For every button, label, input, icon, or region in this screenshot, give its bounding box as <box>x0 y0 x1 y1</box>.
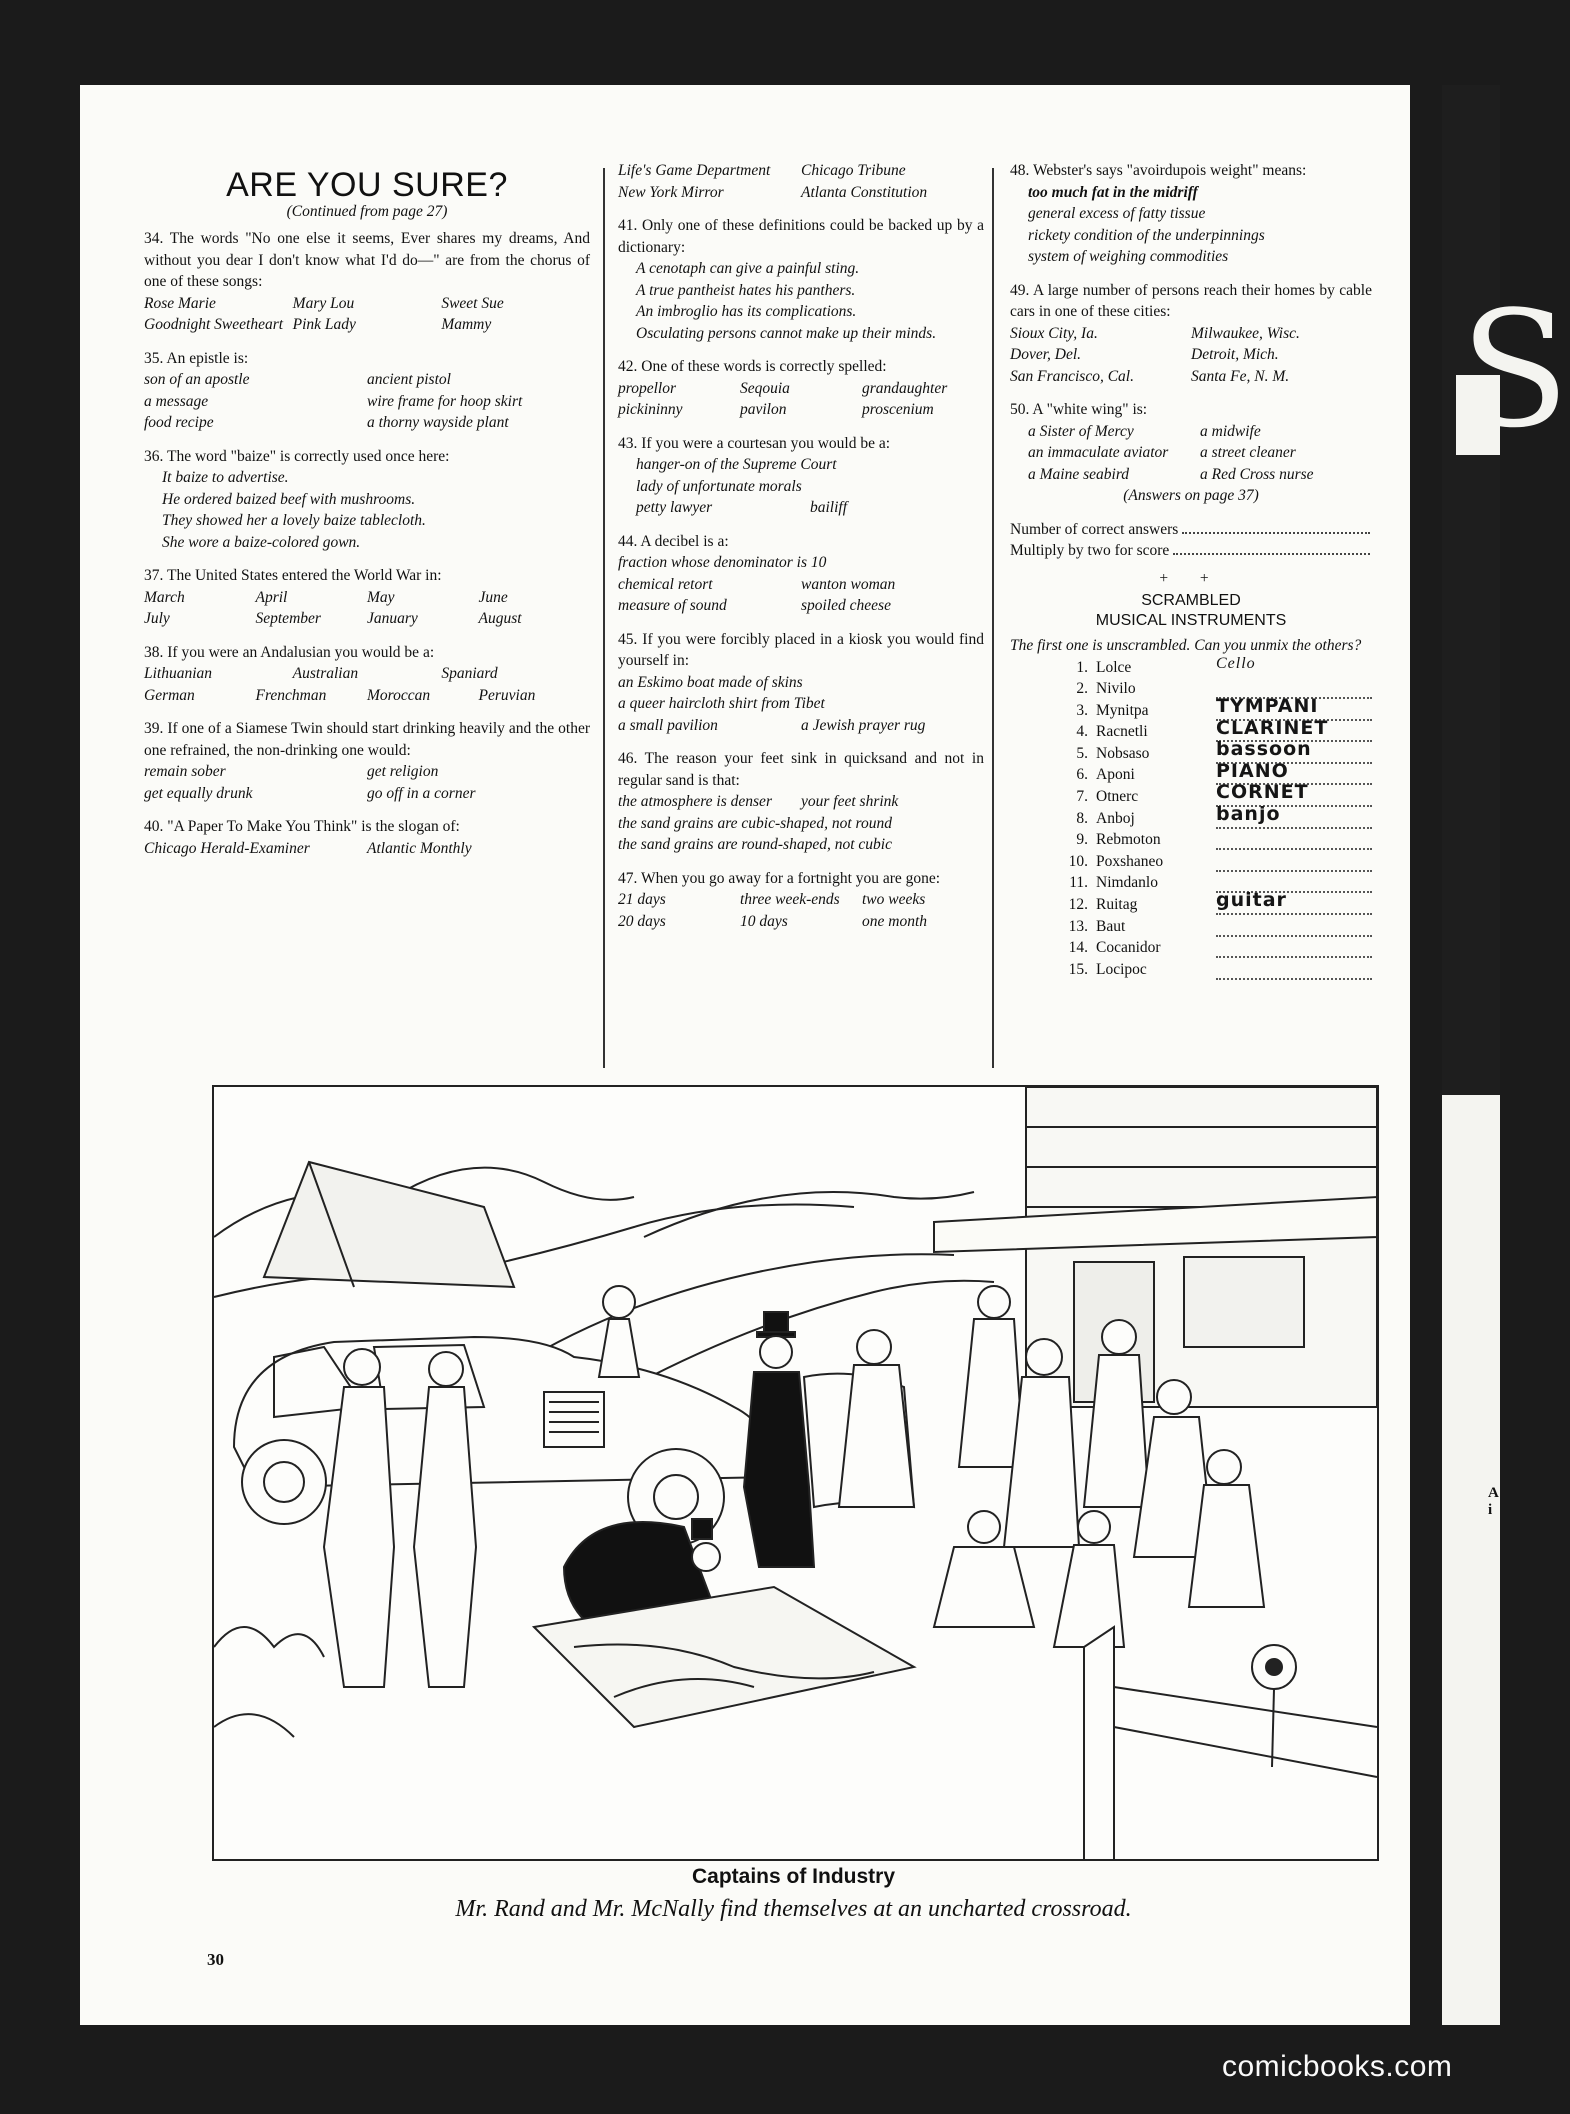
option: Frenchman <box>255 686 327 704</box>
scrambled-word: Aponi <box>1096 766 1135 784</box>
option: A true pantheist hates his panthers. <box>636 281 856 299</box>
option: wire frame for hoop skirt <box>367 392 523 410</box>
option: Atlantic Monthly <box>367 839 472 857</box>
scrambled-word: Otnerc <box>1096 788 1139 806</box>
scrambled-item-number: 11. <box>1069 874 1088 892</box>
option: a queer haircloth shirt from Tibet <box>618 695 825 712</box>
question-prompt: 45. If you were forcibly placed in a kiosk you would find yourself in: <box>618 630 984 669</box>
option: June <box>478 588 508 606</box>
option: food recipe <box>144 414 214 431</box>
option: 10 days <box>740 912 788 930</box>
scrambled-answer-text: Cello <box>1216 654 1256 672</box>
question-45 <box>618 629 984 737</box>
scrambled-answer-field[interactable] <box>1216 889 1372 915</box>
scrambled-item-number: 1. <box>1076 658 1088 676</box>
option: a street cleaner <box>1200 444 1296 461</box>
option: May <box>367 588 395 606</box>
option: Mary Lou <box>292 294 355 312</box>
scrambled-item-number: 12. <box>1068 896 1088 914</box>
option: Australian <box>292 665 359 682</box>
question-prompt: 44. A decibel is a: <box>618 532 729 550</box>
column-2 <box>618 160 984 944</box>
column-rule-right <box>992 168 994 1068</box>
scrambled-answer-field[interactable] <box>1216 654 1372 676</box>
option: Atlanta Constitution <box>801 183 928 201</box>
quiz-title: ARE YOU SURE? <box>226 166 508 204</box>
question-options <box>144 587 590 630</box>
adjacent-page-text-snippet <box>1488 1485 1499 1519</box>
question-options-row <box>618 574 984 617</box>
option: an Eskimo boat made of skins <box>618 673 803 691</box>
question-options <box>618 791 984 856</box>
option: March <box>144 588 185 606</box>
adjacent-page-dark-block <box>1442 85 1500 1095</box>
question-prompt: 46. The reason your feet sink in quicksand and not in regular sand is that: <box>618 750 984 789</box>
question-38 <box>144 642 590 707</box>
option: Life's Game Department <box>618 162 771 179</box>
scrambled-item-number: 3. <box>1076 701 1088 719</box>
question-prompt: 49. A large number of persons reach their homes by cable cars in one of these cities: <box>1010 281 1372 320</box>
option: Rose Marie <box>144 294 216 312</box>
scrambled-word: Nobsaso <box>1096 744 1150 762</box>
option: She wore a baize-colored gown. <box>162 533 361 551</box>
option: Dover, Del. <box>1010 346 1082 363</box>
option: your feet shrink <box>801 793 899 810</box>
option: hanger-on of the Supreme Court <box>636 456 837 473</box>
option: go off in a corner <box>367 784 476 802</box>
question-options <box>618 672 984 737</box>
question-prompt: 40. "A Paper To Make You Think" is the slogan of: <box>144 818 460 835</box>
question-options <box>144 293 590 336</box>
column-1 <box>144 166 590 871</box>
column-rule-left <box>603 168 605 1068</box>
option: son of an apostle <box>144 371 250 388</box>
question-50 <box>1010 399 1372 507</box>
option: remain sober <box>144 763 226 780</box>
score-line <box>1010 540 1372 562</box>
scrambled-answer-field[interactable] <box>1216 831 1372 850</box>
score-blank <box>1173 553 1370 555</box>
option: propellor <box>618 379 676 397</box>
option: January <box>367 610 418 627</box>
option: April <box>255 588 288 606</box>
question-34 <box>144 228 590 336</box>
option: September <box>255 610 321 627</box>
option: a Red Cross nurse <box>1200 465 1314 483</box>
option: system of weighing commodities <box>1028 248 1229 265</box>
option: a Maine seabird <box>1028 465 1130 483</box>
option: They showed her a lovely baize tablecloth. <box>162 512 426 529</box>
scrambled-answer-field[interactable] <box>1216 853 1372 872</box>
scrambled-word: Nimdanlo <box>1096 874 1158 892</box>
cartoon-caption: Mr. Rand and Mr. McNally find themselves at an uncharted crossroad. <box>455 1896 1132 1922</box>
question-options <box>144 761 590 804</box>
correct-answers-line <box>1010 519 1372 541</box>
scrambled-list <box>1010 654 1372 981</box>
correct-answers-blank <box>1182 532 1370 534</box>
question-44 <box>618 531 984 617</box>
option: Osculating persons cannot make up their minds. <box>636 324 937 342</box>
option: the sand grains are cubic-shaped, not round <box>618 814 892 832</box>
scrambled-word: Cocanidor <box>1096 939 1161 957</box>
option: Spaniard <box>441 665 498 682</box>
scrambled-item-number: 6. <box>1076 766 1088 784</box>
question-40-continued <box>618 160 984 203</box>
question-47 <box>618 868 984 933</box>
option: the sand grains are round-shaped, not cubic <box>618 836 892 853</box>
option: get religion <box>367 763 439 780</box>
scrambled-item-number: 7. <box>1076 788 1088 806</box>
question-options <box>618 258 984 344</box>
question-options-row <box>618 715 984 737</box>
option: Pink Lady <box>292 316 356 333</box>
option: August <box>478 610 522 627</box>
option: bailiff <box>810 499 848 516</box>
question-options <box>618 889 984 932</box>
question-prompt: 35. An epistle is: <box>144 349 249 367</box>
scrambled-item-number: 8. <box>1076 809 1088 827</box>
scrambled-item-number: 14. <box>1068 939 1088 957</box>
adjacent-page-big-letter: S <box>1460 276 1570 463</box>
scrambled-item-number: 15. <box>1068 960 1088 978</box>
option: Goodnight Sweetheart <box>144 316 284 333</box>
scrambled-answer-text: guitar <box>1216 889 1287 912</box>
option: July <box>144 610 170 627</box>
question-prompt: 36. The word "baize" is correctly used once here: <box>144 447 450 465</box>
scrambled-item-number: 9. <box>1076 831 1088 849</box>
scrambled-word: Poxshaneo <box>1096 852 1164 870</box>
option: New York Mirror <box>618 183 724 201</box>
option: Lithuanian <box>144 665 213 682</box>
cartoon-illustration <box>212 1085 1379 1861</box>
option: Sweet Sue <box>441 294 504 312</box>
option: He ordered baized beef with mushrooms. <box>162 490 416 508</box>
option: pavilon <box>740 401 787 418</box>
correct-answers-label: Number of correct answers <box>1010 520 1179 538</box>
scrambled-word: Baut <box>1096 917 1126 935</box>
question-prompt: 37. The United States entered the World War in: <box>144 567 442 584</box>
question-options-row <box>636 497 984 519</box>
option: a thorny wayside plant <box>367 414 509 431</box>
scrambled-item-number: 10. <box>1068 852 1088 870</box>
question-prompt: 47. When you go away for a fortnight you are gone: <box>618 869 941 887</box>
option: Detroit, Mich. <box>1191 346 1279 363</box>
scrambled-item-number: 5. <box>1076 744 1088 762</box>
adjacent-page-edge <box>1442 85 1570 2025</box>
option: a Jewish prayer rug <box>801 716 926 734</box>
option: wanton woman <box>801 575 896 593</box>
question-options-row <box>618 791 984 813</box>
question-48 <box>1010 160 1372 268</box>
scrambled-intro: The first one is unscrambled. Can you unmix the others? <box>1010 637 1362 654</box>
scrambled-answer-text: CORNET <box>1216 781 1309 804</box>
option: Peruvian <box>478 686 536 704</box>
scrambled-answer-text: PIANO <box>1216 759 1289 782</box>
question-39 <box>144 718 590 804</box>
cartoon-title: Captains of Industry <box>691 1865 896 1888</box>
scrambled-word: Rebmoton <box>1096 831 1161 849</box>
option: the atmosphere is denser <box>618 793 772 810</box>
question-41 <box>618 215 984 344</box>
scrambled-answer-field[interactable] <box>1216 918 1372 937</box>
option: Moroccan <box>367 686 431 704</box>
question-options <box>144 838 590 860</box>
option: It baize to advertise. <box>162 469 289 486</box>
option: a small pavilion <box>618 716 718 734</box>
question-46 <box>618 748 984 856</box>
option: one month <box>862 912 928 930</box>
question-options <box>144 467 590 553</box>
question-49 <box>1010 280 1372 388</box>
scrambled-answer-field[interactable] <box>1216 803 1372 829</box>
question-prompt: 50. A "white wing" is: <box>1010 401 1148 418</box>
question-prompt: 42. One of these words is correctly spelled: <box>618 358 887 375</box>
question-options <box>618 378 984 421</box>
option: Chicago Herald-Examiner <box>144 839 310 857</box>
option: proscenium <box>862 401 934 418</box>
option: a message <box>144 392 209 410</box>
question-options <box>144 663 590 685</box>
option: a midwife <box>1200 422 1261 440</box>
question-37 <box>144 565 590 630</box>
scrambled-word: Locipoc <box>1096 960 1147 978</box>
option: pickininny <box>618 401 683 418</box>
option: ancient pistol <box>367 371 451 388</box>
option: chemical retort <box>618 575 713 593</box>
option: too much fat in the midriff <box>1028 183 1198 201</box>
option: grandaughter <box>862 379 948 397</box>
scrambled-word: Lolce <box>1096 658 1132 676</box>
scrambled-answer-text: TYMPANI <box>1216 695 1319 718</box>
question-options <box>1010 421 1372 486</box>
question-options <box>618 454 984 519</box>
option: Chicago Tribune <box>801 162 906 179</box>
column-3 <box>1010 160 1372 980</box>
scrambled-item-number: 2. <box>1076 680 1088 698</box>
adjacent-snippet-line-2: i <box>1488 1502 1493 1518</box>
option: a Sister of Mercy <box>1028 422 1134 440</box>
option: petty lawyer <box>636 499 713 516</box>
question-options <box>1010 323 1372 388</box>
option: Seqouia <box>740 379 790 397</box>
option: German <box>144 686 195 704</box>
option: Mammy <box>441 316 492 333</box>
question-40 <box>144 816 590 859</box>
option: spoiled cheese <box>801 597 891 614</box>
scrambled-answer-text: bassoon <box>1216 738 1312 761</box>
scrambled-answer-text: CLARINET <box>1216 716 1329 739</box>
scrambled-answer-field[interactable] <box>1216 939 1372 958</box>
adjacent-snippet-line-1: A <box>1488 1485 1499 1501</box>
option: San Francisco, Cal. <box>1010 367 1134 385</box>
option: three week-ends <box>740 891 840 908</box>
section-divider-stars: + + <box>1159 569 1223 587</box>
scrambled-word: Mynitpa <box>1096 701 1149 719</box>
scrambled-answer-text: banjo <box>1216 803 1281 826</box>
option: An imbroglio has its complications. <box>636 303 857 320</box>
scrambled-word: Ruitag <box>1096 896 1138 914</box>
watermark: comicbooks.com <box>1222 2050 1453 2083</box>
option: Milwaukee, Wisc. <box>1191 324 1300 342</box>
scrambled-answer-field[interactable] <box>1216 961 1372 980</box>
score-label: Multiply by two for score <box>1010 542 1170 559</box>
question-43 <box>618 433 984 519</box>
question-36 <box>144 446 590 554</box>
answers-note: (Answers on page 37) <box>1123 487 1259 504</box>
scrambled-item-number: 13. <box>1068 917 1088 935</box>
question-prompt: 38. If you were an Andalusian you would be a: <box>144 643 435 661</box>
option: get equally drunk <box>144 784 253 802</box>
question-prompt: 34. The words "No one else it seems, Ever shares my dreams, And without you dear I don't know what I'd do—" are from the chorus of one of these songs: <box>144 230 590 290</box>
page-number: 30 <box>207 1950 224 1969</box>
scrambled-title-1: SCRAMBLED <box>1141 592 1241 609</box>
option: lady of unfortunate morals <box>636 477 802 495</box>
option: fraction whose denominator is 10 <box>618 554 827 571</box>
scrambled-item-number: 4. <box>1076 723 1088 741</box>
option: 20 days <box>618 912 666 930</box>
scrambled-word: Anboj <box>1096 809 1135 827</box>
option: Sioux City, Ia. <box>1010 324 1098 342</box>
question-42 <box>618 356 984 421</box>
option: an immaculate aviator <box>1028 444 1169 461</box>
scrambled-title-2: MUSICAL INSTRUMENTS <box>1095 612 1287 629</box>
option: rickety condition of the underpinnings <box>1028 226 1265 244</box>
question-options <box>1010 182 1372 268</box>
cartoon-drawing <box>214 1087 1377 1859</box>
question-prompt: 39. If one of a Siamese Twin should start drinking heavily and the other one refrained, the non-drinking one would: <box>144 720 590 759</box>
question-options <box>144 369 590 434</box>
question-prompt: 41. Only one of these definitions could be backed up by a dictionary: <box>618 217 984 256</box>
question-options <box>618 160 984 203</box>
option: measure of sound <box>618 597 727 614</box>
question-options-row-2 <box>144 685 590 707</box>
question-options <box>618 552 984 617</box>
question-prompt: 48. Webster's says "avoirdupois weight" means: <box>1010 162 1307 179</box>
continued-note: (Continued from page 27) <box>286 202 448 220</box>
option: A cenotaph can give a painful sting. <box>636 260 860 277</box>
scrambled-word: Nivilo <box>1096 680 1136 698</box>
question-prompt: 43. If you were a courtesan you would be a: <box>618 434 891 452</box>
scrambled-word: Racnetli <box>1096 723 1148 741</box>
option: Santa Fe, N. M. <box>1191 367 1290 385</box>
option: general excess of fatty tissue <box>1028 205 1206 222</box>
option: two weeks <box>862 891 926 908</box>
question-35 <box>144 348 590 434</box>
option: 21 days <box>618 891 666 908</box>
